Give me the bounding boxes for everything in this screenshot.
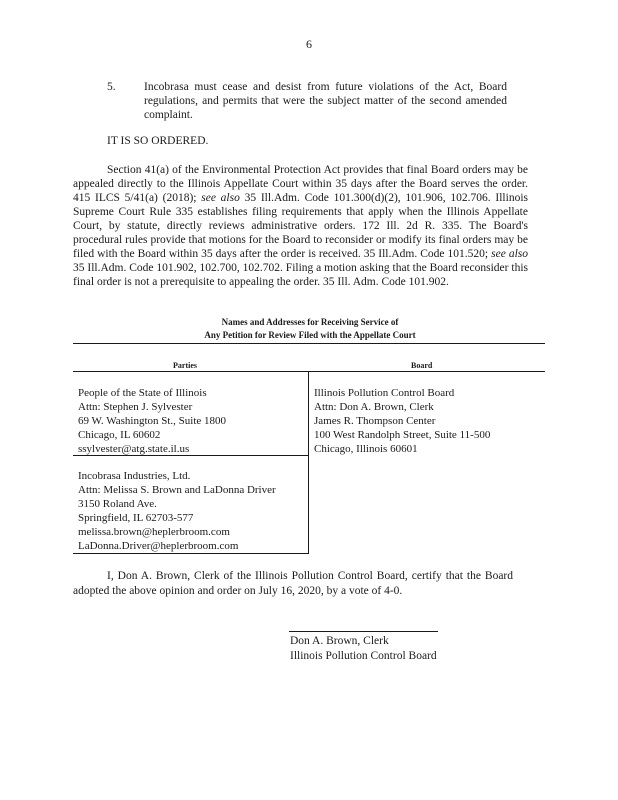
signature-block xyxy=(290,634,437,664)
appeal-text-3: 35 Ill.Adm. Code 101.902, 102.700, 102.702. Filing a motion asking that the Board reconsider this final order is not a prerequisite to appealing the order. 35 Ill. Adm. Code 101.902. xyxy=(73,262,528,288)
appeal-text-1: Section 41(a) of the Environmental Protection Act provides that final Board orders may be appealed directly to the Illinois Appellate Court within 35 days after the Board serves the order. 415 ILCS 5/41(a) (2018); xyxy=(73,164,528,204)
table-title-line-1: Names and Addresses for Receiving Service of xyxy=(221,317,399,327)
party1-line: People of the State of Illinois xyxy=(78,387,207,399)
service-table-title xyxy=(160,316,460,342)
party-incobrasa xyxy=(78,469,276,553)
table-bottom-rule xyxy=(73,553,309,554)
board-address xyxy=(314,386,490,456)
item-text: Incobrasa must cease and desist from future violations of the Act, Board regulations, and permits that were the subject matter of the second amended complaint. xyxy=(144,81,507,121)
appeal-paragraph xyxy=(73,163,528,289)
party-people-of-illinois xyxy=(78,386,226,456)
party2-line: Incobrasa Industries, Ltd. xyxy=(78,470,191,482)
order-item-5 xyxy=(107,80,507,122)
board-line: Illinois Pollution Control Board xyxy=(314,387,455,399)
parties-column-header: Parties xyxy=(173,361,197,370)
party2-line: LaDonna.Driver@heplerbroom.com xyxy=(78,540,239,552)
party2-line: 3150 Roland Ave. xyxy=(78,498,157,510)
board-line: 100 West Randolph Street, Suite 11-500 xyxy=(314,429,491,441)
signature-org: Illinois Pollution Control Board xyxy=(290,650,437,662)
so-ordered: IT IS SO ORDERED. xyxy=(107,135,209,147)
party2-line: melissa.brown@heplerbroom.com xyxy=(78,526,230,538)
table-top-rule xyxy=(73,343,545,344)
signature-name: Don A. Brown, Clerk xyxy=(290,635,389,647)
board-line: Attn: Don A. Brown, Clerk xyxy=(314,401,434,413)
board-line: James R. Thompson Center xyxy=(314,415,436,427)
appeal-text-2: 35 Ill.Adm. Code 101.300(d)(2), 101.906, 102.706. Illinois Supreme Court Rule 335 establishes filing requirements that apply when the Illinois Appellate Court, by statute, directly reviews administrative orders. 172 Ill. 2d R. 335. The Board's procedural rules provide that motions for the Board to reconsider or modify its final orders may be filed with the Board within 35 days after the order is received. 35 Ill.Adm. Code 101.520; xyxy=(73,192,528,260)
board-line: Chicago, Illinois 60601 xyxy=(314,443,418,455)
signature-line xyxy=(289,631,438,632)
certification-paragraph: I, Don A. Brown, Clerk of the Illinois Pollution Control Board, certify that the Board adopted the above opinion and order on July 16, 2020, by a vote of 4-0. xyxy=(73,570,513,597)
table-title-line-2: Any Petition for Review Filed with the Appellate Court xyxy=(204,330,416,340)
party2-line: Springfield, IL 62703-577 xyxy=(78,512,194,524)
party1-line: ssylvester@atg.state.il.us xyxy=(78,443,190,455)
page-number: 6 xyxy=(306,37,312,51)
party1-line: 69 W. Washington St., Suite 1800 xyxy=(78,415,227,427)
see-also-1: see also xyxy=(201,192,240,204)
item-number: 5. xyxy=(107,81,116,93)
table-header-rule xyxy=(73,371,545,372)
party1-line: Attn: Stephen J. Sylvester xyxy=(78,401,193,413)
party1-line: Chicago, IL 60602 xyxy=(78,429,161,441)
table-column-divider xyxy=(308,371,309,553)
board-column-header: Board xyxy=(411,361,433,370)
see-also-2: see also xyxy=(491,248,529,260)
party2-line: Attn: Melissa S. Brown and LaDonna Driver xyxy=(78,484,276,496)
